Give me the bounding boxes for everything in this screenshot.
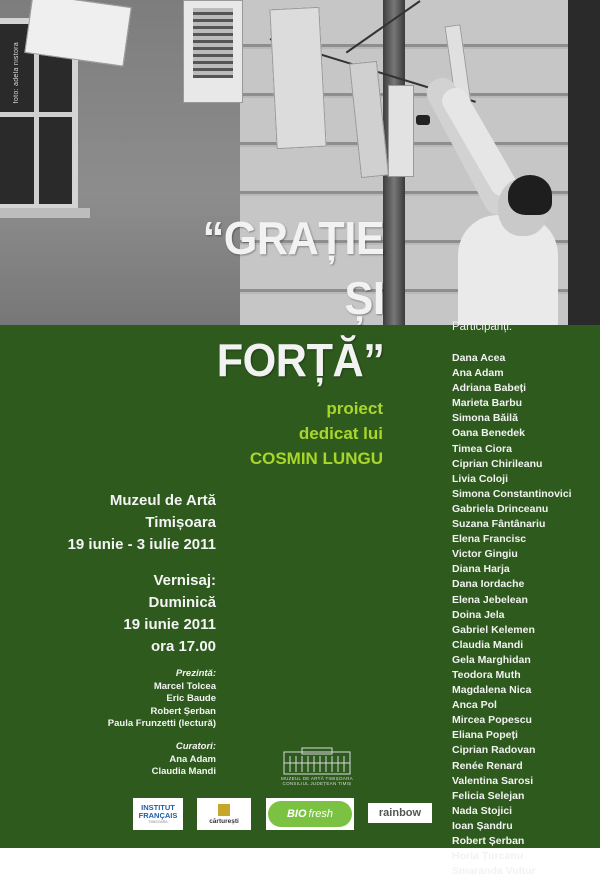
dedication-line-2: dedicat lui [298, 424, 383, 443]
participant-name: Livia Coloji [452, 472, 509, 485]
presenter-name: Eric Baude [166, 693, 216, 704]
participant-name: Eliana Popeți [452, 729, 518, 742]
participant-name: Ioan Șandru [452, 819, 513, 832]
participant-name: Anca Pol [452, 699, 497, 712]
dedication-line-1: proiect [326, 399, 383, 418]
participant-name: Gabriel Kelemen [452, 623, 535, 636]
participant-name: Suzana Fântânariu [452, 518, 546, 531]
participant-name: Nada Stojici [452, 804, 513, 817]
hanging-sheet [388, 85, 414, 177]
cube-icon [218, 804, 230, 816]
participant-name: Magdalena Nica [452, 684, 532, 697]
curators-block [152, 741, 216, 779]
venue-museum: Muzeul de Artă [109, 492, 216, 509]
sponsor-rainbow-logo: rainbow [368, 803, 432, 823]
vernisaj-heading: Vernisaj: [153, 572, 216, 589]
participant-name: Gela Marghidan [452, 653, 531, 666]
vernisaj-day: Duminică [148, 594, 216, 611]
venue-dates: 19 iunie - 3 iulie 2011 [67, 536, 216, 553]
museum-logo [270, 746, 364, 794]
participant-name: Marieta Barbu [452, 397, 523, 410]
participant-name: Felicia Selejan [452, 789, 525, 802]
participant-name: Mircea Popescu [452, 714, 532, 727]
sponsor-carturesti-logo: cărturești [197, 798, 251, 830]
vernisaj-time: ora 17.00 [150, 638, 216, 655]
venue-city: Timișoara [145, 514, 216, 531]
participant-name: Ciprian Radovan [452, 744, 536, 757]
vernisaj-date: 19 iunie 2011 [123, 616, 216, 633]
participant-name: Horia Țurcanu [452, 850, 524, 863]
participant-name: Timea Ciora [452, 442, 512, 455]
participant-name: Gabriela Drinceanu [452, 502, 549, 515]
participant-name: Dana Iordache [452, 578, 525, 591]
presenters-block [108, 668, 216, 731]
title-line-2: ȘI [344, 272, 384, 324]
participant-name: Doina Jela [452, 608, 505, 621]
header-photo [0, 0, 600, 325]
participants-heading: Participanți: [452, 321, 513, 333]
photo-person [420, 60, 570, 325]
dedication-name: COSMIN LUNGU [249, 449, 383, 468]
participant-name: Elena Francisc [452, 533, 527, 546]
photo-shadow [568, 0, 600, 325]
participant-name: Oana Benedek [452, 427, 525, 440]
museum-building-icon [282, 746, 352, 776]
participant-name: Dana Acea [452, 352, 506, 364]
sponsor-biofresh-logo: BIO fresh [266, 798, 354, 830]
curator-name: Claudia Mandi [151, 766, 216, 777]
participant-name: Valentina Sarosi [452, 774, 534, 787]
participant-name: Simona Constantinovici [452, 487, 572, 500]
title-line-3: FORȚĂ” [216, 334, 384, 386]
participant-name: Teodora Muth [452, 668, 521, 681]
presenter-name: Paula Frunzetti (lectură) [107, 718, 216, 729]
museum-logo-line-2: CONSILIUL JUDEȚEAN TIMIȘ [282, 781, 352, 786]
participant-name: Diana Harja [452, 563, 510, 576]
photo-credit: foto: adela nistora [13, 42, 20, 104]
participant-name: Ciprian Chirileanu [452, 457, 543, 470]
curator-name: Ana Adam [169, 753, 216, 765]
participants-list [452, 351, 572, 879]
title-line-1: “GRAȚIE [202, 212, 384, 264]
participant-name: Elena Jebelean [452, 593, 528, 606]
hanging-sheet [269, 7, 326, 149]
participant-name: Victor Gingiu [452, 548, 518, 561]
presenter-name: Robert Șerban [150, 705, 216, 717]
participant-name: Adriana Babeți [452, 382, 527, 395]
participant-name: Smaranda Vultur [452, 865, 536, 878]
sponsor-institut-francais-logo: INSTITUT FRANÇAIS TIMIȘOARA [133, 798, 183, 830]
presenter-name: Marcel Tolcea [153, 680, 216, 692]
participant-name: Simona Băilă [452, 412, 518, 425]
museum-logo-line-1: MUZEUL DE ARTĂ TIMIȘOARA [281, 776, 353, 781]
participant-name: Claudia Mandi [452, 638, 524, 651]
presenters-heading: Prezintă: [175, 668, 216, 679]
hanging-sheet [183, 0, 243, 103]
curators-heading: Curatori: [175, 741, 216, 752]
participant-name: Renée Renard [452, 759, 523, 772]
photo-sill [0, 208, 90, 218]
participant-name: Robert Șerban [452, 835, 525, 847]
participant-name: Ana Adam [452, 367, 504, 380]
